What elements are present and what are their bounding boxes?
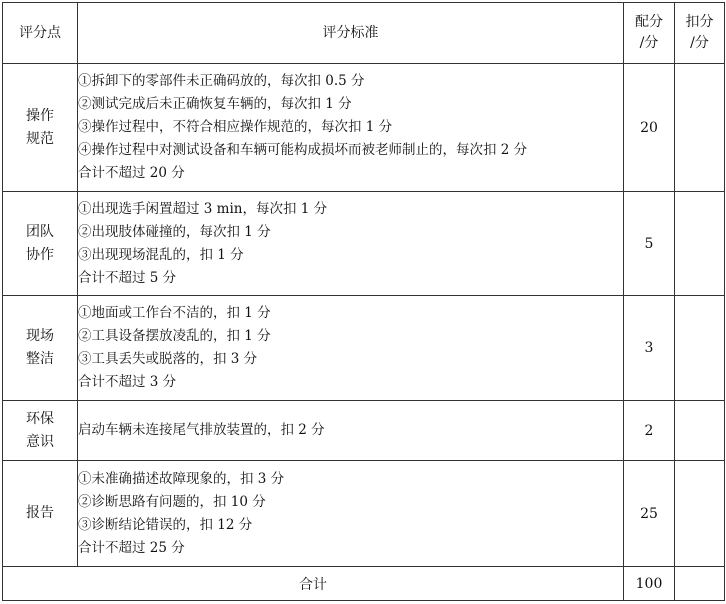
score-cell: 2 [624, 401, 675, 461]
criteria-line: ①拆卸下的零部件未正确码放的，每次扣 0.5 分 [78, 73, 365, 89]
criteria-line: ②工具设备摆放凌乱的，扣 1 分 [78, 328, 271, 344]
criteria-subtotal: 合计不超过 3 分 [78, 374, 177, 390]
category-cell [3, 192, 78, 296]
criteria-line: ③出现现场混乱的，扣 1 分 [78, 246, 244, 263]
score-cell: 20 [624, 64, 675, 192]
category-cell [3, 64, 78, 192]
deduction-cell[interactable] [675, 64, 725, 192]
criteria-line: ①出现选手闲置超过 3 min，每次扣 1 分 [78, 200, 328, 217]
table-row [3, 296, 725, 401]
category-label: 现场 [26, 328, 54, 344]
deduction-cell[interactable] [675, 296, 725, 401]
header-criteria: 评分标准 [78, 3, 624, 64]
header-row [3, 3, 725, 64]
category-label: 报告 [26, 505, 54, 521]
category-label: 整洁 [26, 351, 54, 367]
deduction-cell[interactable] [675, 192, 725, 296]
total-label: 合计 [3, 567, 624, 601]
deduction-cell[interactable] [675, 461, 725, 567]
criteria-cell [78, 296, 624, 401]
criteria-subtotal: 合计不超过 25 分 [78, 539, 185, 556]
table-row [3, 192, 725, 296]
criteria-line: ④操作过程中对测试设备和车辆可能构成损坏而被老师制止的，每次扣 2 分 [78, 142, 528, 158]
criteria-line: ③操作过程中，不符合相应操作规范的，每次扣 1 分 [78, 119, 393, 135]
criteria-line: ③工具丢失或脱落的，扣 3 分 [78, 351, 258, 367]
category-label: 规范 [26, 130, 54, 147]
criteria-cell [78, 192, 624, 296]
criteria-cell [78, 64, 624, 192]
deduction-cell[interactable] [675, 401, 725, 461]
total-score: 100 [624, 567, 675, 601]
scoring-table [2, 2, 725, 601]
table-row [3, 461, 725, 567]
criteria-line: ②出现肢体碰撞的，每次扣 1 分 [78, 223, 271, 240]
header-deduction [675, 3, 725, 64]
total-deduction[interactable] [675, 567, 725, 601]
table-row [3, 64, 725, 192]
header-score-line2: /分 [639, 35, 659, 51]
score-cell: 25 [624, 461, 675, 567]
criteria-line: ③诊断结论错误的，扣 12 分 [78, 516, 253, 533]
criteria-line: ①地面或工作台不洁的，扣 1 分 [78, 305, 271, 321]
criteria-line: ②诊断思路有问题的，扣 10 分 [78, 493, 266, 510]
category-cell [3, 401, 78, 461]
table-row [3, 401, 725, 461]
criteria-line: 启动车辆未连接尾气排放装置的，扣 2 分 [78, 422, 325, 438]
criteria-subtotal: 合计不超过 5 分 [78, 269, 177, 286]
header-deduction-line1: 扣分 [685, 14, 714, 30]
category-label: 意识 [26, 433, 54, 450]
criteria-subtotal: 合计不超过 20 分 [78, 165, 185, 181]
criteria-line: ①未准确描述故障现象的，扣 3 分 [78, 470, 285, 487]
criteria-line: ②测试完成后未正确恢复车辆的，每次扣 1 分 [78, 96, 352, 112]
criteria-cell [78, 401, 624, 461]
header-deduction-line2: /分 [690, 35, 709, 51]
category-label: 环保 [26, 410, 54, 427]
category-label: 团队 [26, 223, 54, 240]
total-row [3, 567, 725, 601]
criteria-cell [78, 461, 624, 567]
score-cell: 5 [624, 192, 675, 296]
category-cell [3, 461, 78, 567]
category-label: 协作 [26, 246, 54, 263]
header-category: 评分点 [3, 3, 78, 64]
header-score [624, 3, 675, 64]
category-label: 操作 [26, 107, 54, 124]
header-score-line1: 配分 [635, 14, 663, 30]
category-cell [3, 296, 78, 401]
score-cell: 3 [624, 296, 675, 401]
